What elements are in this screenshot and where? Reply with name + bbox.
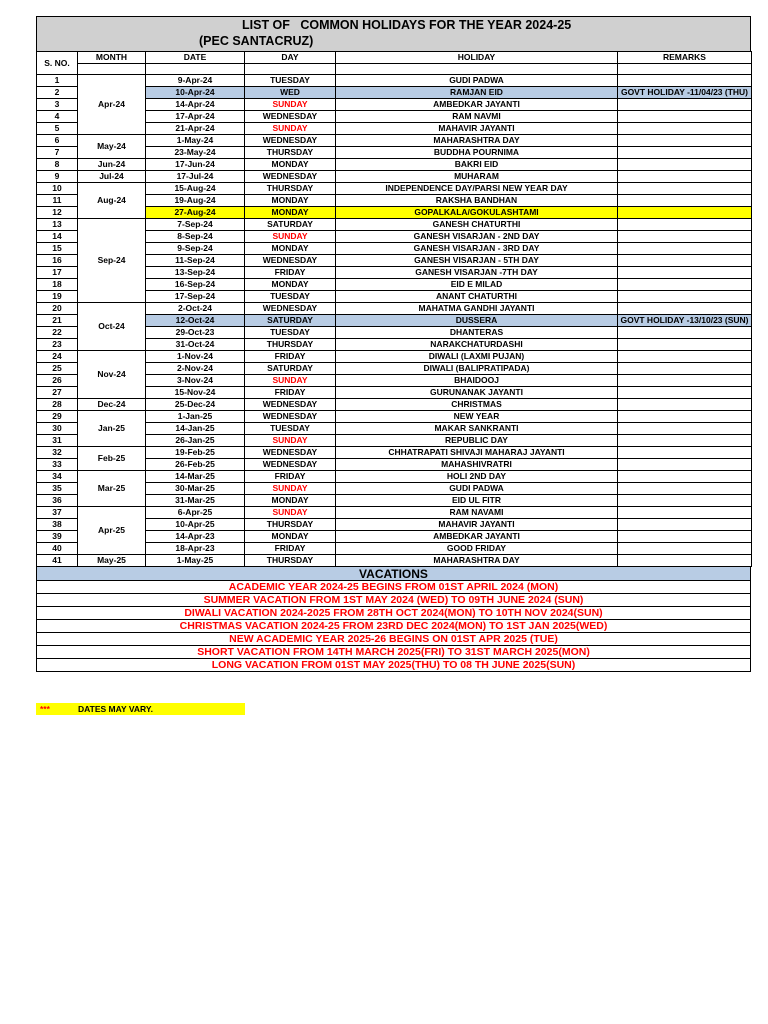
sno-cell: 14: [37, 231, 78, 243]
date-cell: 14-Apr-24: [146, 99, 245, 111]
holiday-sheet: [36, 16, 751, 672]
sno-cell: 26: [37, 375, 78, 387]
holiday-cell: REPUBLIC DAY: [336, 435, 618, 447]
table-row: [37, 411, 752, 423]
holiday-cell: GANESH CHATURTHI: [336, 219, 618, 231]
date-cell: 16-Sep-24: [146, 279, 245, 291]
sno-cell: 8: [37, 159, 78, 171]
holiday-cell: EID UL FITR: [336, 495, 618, 507]
remarks-cell: [618, 495, 752, 507]
date-cell: 31-Mar-25: [146, 495, 245, 507]
remarks-cell: [618, 435, 752, 447]
sno-cell: 23: [37, 339, 78, 351]
day-cell: WEDNESDAY: [245, 135, 336, 147]
date-cell: 1-May-25: [146, 555, 245, 567]
holiday-table: [36, 51, 752, 567]
remarks-cell: [618, 363, 752, 375]
sno-cell: 36: [37, 495, 78, 507]
remarks-cell: [618, 471, 752, 483]
sno-cell: 40: [37, 543, 78, 555]
date-cell: 10-Apr-24: [146, 87, 245, 99]
page-subtitle: (PEC SANTACRUZ): [199, 34, 314, 48]
day-cell: WEDNESDAY: [245, 303, 336, 315]
sno-cell: 6: [37, 135, 78, 147]
holiday-cell: MAHAVIR JAYANTI: [336, 519, 618, 531]
holiday-cell: GUDI PADWA: [336, 75, 618, 87]
remarks-cell: [618, 447, 752, 459]
holiday-cell: NARAKCHATURDASHI: [336, 339, 618, 351]
remarks-cell: [618, 243, 752, 255]
holiday-cell: GOPALKALA/GOKULASHTAMI: [336, 207, 618, 219]
sno-cell: 13: [37, 219, 78, 231]
day-cell: SATURDAY: [245, 315, 336, 327]
sno-cell: 31: [37, 435, 78, 447]
day-cell: SATURDAY: [245, 363, 336, 375]
day-cell: FRIDAY: [245, 267, 336, 279]
note-stars: ***: [40, 704, 50, 714]
holiday-cell: RAMJAN EID: [336, 87, 618, 99]
holiday-cell: INDEPENDENCE DAY/PARSI NEW YEAR DAY: [336, 183, 618, 195]
day-cell: THURSDAY: [245, 339, 336, 351]
remarks-cell: [618, 387, 752, 399]
remarks-cell: [618, 531, 752, 543]
date-cell: 23-May-24: [146, 147, 245, 159]
day-cell: SUNDAY: [245, 99, 336, 111]
holiday-cell: BAKRI EID: [336, 159, 618, 171]
day-cell: TUESDAY: [245, 75, 336, 87]
table-row: [37, 507, 752, 519]
remarks-cell: [618, 303, 752, 315]
page-title: LIST OF COMMON HOLIDAYS FOR THE YEAR 2024-25: [242, 18, 572, 32]
header-date: DATE: [146, 52, 245, 64]
day-cell: FRIDAY: [245, 471, 336, 483]
vacations-heading: VACATIONS: [36, 567, 751, 581]
remarks-cell: [618, 171, 752, 183]
table-row: [37, 447, 752, 459]
header-spacer-cell: [146, 64, 245, 75]
holiday-cell: MAHARASHTRA DAY: [336, 135, 618, 147]
remarks-cell: GOVT HOLIDAY -13/10/23 (SUN): [618, 315, 752, 327]
month-cell: Jul-24: [78, 171, 146, 183]
remarks-cell: GOVT HOLIDAY -11/04/23 (THU): [618, 87, 752, 99]
date-cell: 14-Apr-23: [146, 531, 245, 543]
day-cell: MONDAY: [245, 195, 336, 207]
sno-cell: 39: [37, 531, 78, 543]
table-row: [37, 555, 752, 567]
day-cell: TUESDAY: [245, 291, 336, 303]
remarks-cell: [618, 351, 752, 363]
sno-cell: 4: [37, 111, 78, 123]
remarks-cell: [618, 279, 752, 291]
header-spacer-cell: [78, 64, 146, 75]
holiday-cell: GANESH VISARJAN -7TH DAY: [336, 267, 618, 279]
table-row: [37, 171, 752, 183]
vacation-line: SUMMER VACATION FROM 1ST MAY 2024 (WED) TO 09TH JUNE 2024 (SUN): [36, 594, 751, 607]
date-cell: 21-Apr-24: [146, 123, 245, 135]
holiday-cell: RAM NAVMI: [336, 111, 618, 123]
header-sno: S. NO.: [37, 52, 78, 75]
holiday-cell: MAHASHIVRATRI: [336, 459, 618, 471]
month-cell: May-25: [78, 555, 146, 567]
sno-cell: 17: [37, 267, 78, 279]
sno-cell: 35: [37, 483, 78, 495]
day-cell: MONDAY: [245, 159, 336, 171]
table-row: [37, 219, 752, 231]
day-cell: SUNDAY: [245, 231, 336, 243]
day-cell: THURSDAY: [245, 555, 336, 567]
date-cell: 8-Sep-24: [146, 231, 245, 243]
sno-cell: 10: [37, 183, 78, 195]
holiday-table-body: [37, 52, 752, 567]
sno-cell: 11: [37, 195, 78, 207]
header-spacer-cell: [336, 64, 618, 75]
month-cell: Feb-25: [78, 447, 146, 471]
holiday-cell: EID E MILAD: [336, 279, 618, 291]
holiday-cell: RAM NAVAMI: [336, 507, 618, 519]
header-remarks: REMARKS: [618, 52, 752, 64]
header-spacer-cell: [618, 64, 752, 75]
month-cell: Dec-24: [78, 399, 146, 411]
remarks-cell: [618, 207, 752, 219]
date-cell: 15-Nov-24: [146, 387, 245, 399]
header-day: DAY: [245, 52, 336, 64]
holiday-cell: GANESH VISARJAN - 3RD DAY: [336, 243, 618, 255]
date-cell: 9-Apr-24: [146, 75, 245, 87]
date-cell: 17-Jul-24: [146, 171, 245, 183]
sno-cell: 16: [37, 255, 78, 267]
sno-cell: 20: [37, 303, 78, 315]
sno-cell: 33: [37, 459, 78, 471]
remarks-cell: [618, 399, 752, 411]
remarks-cell: [618, 267, 752, 279]
vacation-line: LONG VACATION FROM 01ST MAY 2025(THU) TO 08 TH JUNE 2025(SUN): [36, 659, 751, 672]
holiday-cell: ANANT CHATURTHI: [336, 291, 618, 303]
sno-cell: 9: [37, 171, 78, 183]
remarks-cell: [618, 147, 752, 159]
holiday-cell: AMBEDKAR JAYANTI: [336, 531, 618, 543]
sno-cell: 38: [37, 519, 78, 531]
sno-cell: 22: [37, 327, 78, 339]
date-cell: 19-Feb-25: [146, 447, 245, 459]
table-row: [37, 471, 752, 483]
day-cell: THURSDAY: [245, 147, 336, 159]
holiday-cell: GANESH VISARJAN - 5TH DAY: [336, 255, 618, 267]
remarks-cell: [618, 135, 752, 147]
sno-cell: 18: [37, 279, 78, 291]
sno-cell: 29: [37, 411, 78, 423]
date-cell: 26-Jan-25: [146, 435, 245, 447]
date-cell: 15-Aug-24: [146, 183, 245, 195]
holiday-cell: GUDI PADWA: [336, 483, 618, 495]
sno-cell: 15: [37, 243, 78, 255]
sno-cell: 21: [37, 315, 78, 327]
date-cell: 26-Feb-25: [146, 459, 245, 471]
day-cell: TUESDAY: [245, 423, 336, 435]
header-holiday: HOLIDAY: [336, 52, 618, 64]
holiday-cell: BHAIDOOJ: [336, 375, 618, 387]
remarks-cell: [618, 159, 752, 171]
holiday-cell: MAHATMA GANDHI JAYANTI: [336, 303, 618, 315]
holiday-cell: CHRISTMAS: [336, 399, 618, 411]
remarks-cell: [618, 519, 752, 531]
vacation-line: DIWALI VACATION 2024-2025 FROM 28TH OCT 2024(MON) TO 10TH NOV 2024(SUN): [36, 607, 751, 620]
day-cell: WEDNESDAY: [245, 399, 336, 411]
remarks-cell: [618, 123, 752, 135]
date-cell: 9-Sep-24: [146, 243, 245, 255]
sno-cell: 34: [37, 471, 78, 483]
day-cell: THURSDAY: [245, 519, 336, 531]
remarks-cell: [618, 255, 752, 267]
holiday-cell: GURUNANAK JAYANTI: [336, 387, 618, 399]
day-cell: WEDNESDAY: [245, 171, 336, 183]
holiday-cell: MUHARAM: [336, 171, 618, 183]
holiday-cell: RAKSHA BANDHAN: [336, 195, 618, 207]
date-cell: 2-Oct-24: [146, 303, 245, 315]
sno-cell: 30: [37, 423, 78, 435]
table-row: [37, 75, 752, 87]
holiday-cell: DIWALI (BALIPRATIPADA): [336, 363, 618, 375]
remarks-cell: [618, 423, 752, 435]
month-cell: Mar-25: [78, 471, 146, 507]
day-cell: MONDAY: [245, 531, 336, 543]
vacation-line: NEW ACADEMIC YEAR 2025-26 BEGINS ON 01ST APR 2025 (TUE): [36, 633, 751, 646]
sno-cell: 7: [37, 147, 78, 159]
vacation-line: ACADEMIC YEAR 2024-25 BEGINS FROM 01ST APRIL 2024 (MON): [36, 581, 751, 594]
date-cell: 14-Mar-25: [146, 471, 245, 483]
month-cell: Jun-24: [78, 159, 146, 171]
remarks-cell: [618, 219, 752, 231]
sno-cell: 5: [37, 123, 78, 135]
day-cell: SUNDAY: [245, 507, 336, 519]
remarks-cell: [618, 99, 752, 111]
sno-cell: 28: [37, 399, 78, 411]
date-cell: 18-Apr-23: [146, 543, 245, 555]
day-cell: MONDAY: [245, 207, 336, 219]
date-cell: 2-Nov-24: [146, 363, 245, 375]
remarks-cell: [618, 459, 752, 471]
table-row: [37, 351, 752, 363]
sno-cell: 37: [37, 507, 78, 519]
remarks-cell: [618, 231, 752, 243]
holiday-cell: GOOD FRIDAY: [336, 543, 618, 555]
sno-cell: 24: [37, 351, 78, 363]
remarks-cell: [618, 375, 752, 387]
sno-cell: 27: [37, 387, 78, 399]
month-cell: Jan-25: [78, 411, 146, 447]
remarks-cell: [618, 195, 752, 207]
table-row: [37, 159, 752, 171]
date-cell: 30-Mar-25: [146, 483, 245, 495]
remarks-cell: [618, 411, 752, 423]
day-cell: THURSDAY: [245, 183, 336, 195]
month-cell: Nov-24: [78, 351, 146, 399]
header-row: [37, 52, 752, 64]
day-cell: SUNDAY: [245, 375, 336, 387]
note-text: DATES MAY VARY.: [78, 704, 153, 714]
day-cell: MONDAY: [245, 279, 336, 291]
vacation-line: CHRISTMAS VACATION 2024-25 FROM 23RD DEC 2024(MON) TO 1ST JAN 2025(WED): [36, 620, 751, 633]
table-row: [37, 135, 752, 147]
date-cell: 17-Apr-24: [146, 111, 245, 123]
sno-cell: 3: [37, 99, 78, 111]
date-cell: 27-Aug-24: [146, 207, 245, 219]
sno-cell: 25: [37, 363, 78, 375]
day-cell: WEDNESDAY: [245, 447, 336, 459]
vacation-line: SHORT VACATION FROM 14TH MARCH 2025(FRI) TO 31ST MARCH 2025(MON): [36, 646, 751, 659]
table-row: [37, 183, 752, 195]
sno-cell: 1: [37, 75, 78, 87]
day-cell: WEDNESDAY: [245, 111, 336, 123]
sno-cell: 32: [37, 447, 78, 459]
day-cell: MONDAY: [245, 495, 336, 507]
remarks-cell: [618, 339, 752, 351]
header-spacer-row: [37, 64, 752, 75]
holiday-cell: DIWALI (LAXMI PUJAN): [336, 351, 618, 363]
table-row: [37, 399, 752, 411]
month-cell: Aug-24: [78, 183, 146, 219]
holiday-cell: DHANTERAS: [336, 327, 618, 339]
date-cell: 3-Nov-24: [146, 375, 245, 387]
holiday-cell: HOLI 2ND DAY: [336, 471, 618, 483]
remarks-cell: [618, 111, 752, 123]
remarks-cell: [618, 183, 752, 195]
date-cell: 10-Apr-25: [146, 519, 245, 531]
date-cell: 6-Apr-25: [146, 507, 245, 519]
title-bar: [36, 16, 751, 51]
month-cell: Oct-24: [78, 303, 146, 351]
date-cell: 1-Jan-25: [146, 411, 245, 423]
day-cell: TUESDAY: [245, 327, 336, 339]
date-cell: 14-Jan-25: [146, 423, 245, 435]
header-spacer-cell: [245, 64, 336, 75]
month-cell: Apr-24: [78, 75, 146, 135]
remarks-cell: [618, 75, 752, 87]
sno-cell: 41: [37, 555, 78, 567]
sno-cell: 19: [37, 291, 78, 303]
day-cell: WEDNESDAY: [245, 255, 336, 267]
month-cell: May-24: [78, 135, 146, 159]
holiday-cell: MAKAR SANKRANTI: [336, 423, 618, 435]
table-row: [37, 303, 752, 315]
month-cell: Apr-25: [78, 507, 146, 555]
day-cell: FRIDAY: [245, 351, 336, 363]
day-cell: FRIDAY: [245, 387, 336, 399]
day-cell: FRIDAY: [245, 543, 336, 555]
date-cell: 13-Sep-24: [146, 267, 245, 279]
date-cell: 12-Oct-24: [146, 315, 245, 327]
remarks-cell: [618, 507, 752, 519]
date-cell: 11-Sep-24: [146, 255, 245, 267]
sno-cell: 2: [37, 87, 78, 99]
date-cell: 17-Sep-24: [146, 291, 245, 303]
date-cell: 25-Dec-24: [146, 399, 245, 411]
holiday-cell: MAHARASHTRA DAY: [336, 555, 618, 567]
date-cell: 1-May-24: [146, 135, 245, 147]
dates-note: [36, 703, 245, 715]
remarks-cell: [618, 555, 752, 567]
remarks-cell: [618, 543, 752, 555]
day-cell: SUNDAY: [245, 123, 336, 135]
day-cell: WEDNESDAY: [245, 459, 336, 471]
day-cell: SUNDAY: [245, 483, 336, 495]
remarks-cell: [618, 291, 752, 303]
day-cell: SUNDAY: [245, 435, 336, 447]
date-cell: 17-Jun-24: [146, 159, 245, 171]
header-month: MONTH: [78, 52, 146, 64]
holiday-cell: BUDDHA POURNIMA: [336, 147, 618, 159]
holiday-cell: GANESH VISARJAN - 2ND DAY: [336, 231, 618, 243]
holiday-cell: CHHATRAPATI SHIVAJI MAHARAJ JAYANTI: [336, 447, 618, 459]
vacations-list: [36, 581, 751, 672]
remarks-cell: [618, 483, 752, 495]
day-cell: WED: [245, 87, 336, 99]
sno-cell: 12: [37, 207, 78, 219]
holiday-cell: DUSSERA: [336, 315, 618, 327]
day-cell: MONDAY: [245, 243, 336, 255]
date-cell: 7-Sep-24: [146, 219, 245, 231]
holiday-cell: NEW YEAR: [336, 411, 618, 423]
holiday-cell: MAHAVIR JAYANTI: [336, 123, 618, 135]
remarks-cell: [618, 327, 752, 339]
date-cell: 29-Oct-23: [146, 327, 245, 339]
holiday-cell: AMBEDKAR JAYANTI: [336, 99, 618, 111]
date-cell: 19-Aug-24: [146, 195, 245, 207]
day-cell: SATURDAY: [245, 219, 336, 231]
date-cell: 1-Nov-24: [146, 351, 245, 363]
day-cell: WEDNESDAY: [245, 411, 336, 423]
date-cell: 31-Oct-24: [146, 339, 245, 351]
month-cell: Sep-24: [78, 219, 146, 303]
